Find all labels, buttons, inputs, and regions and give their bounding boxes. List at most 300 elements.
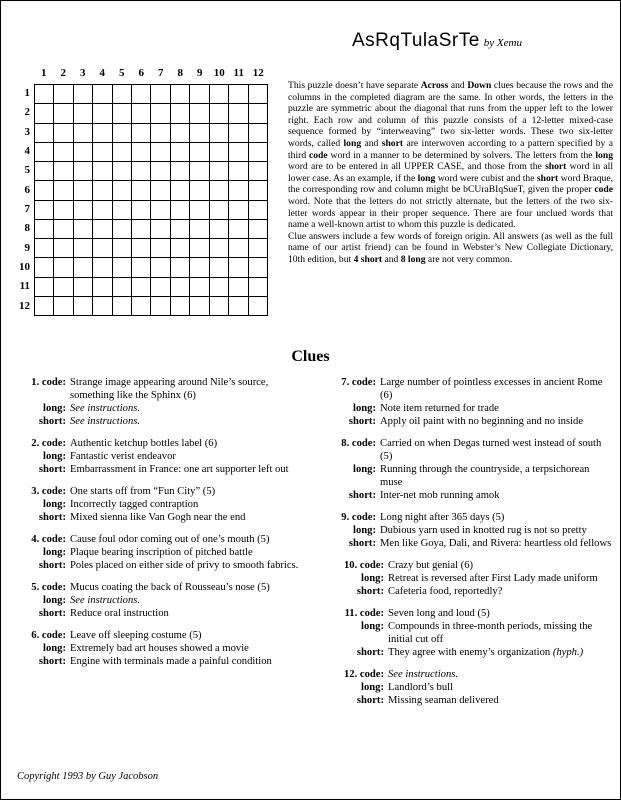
grid-cell[interactable] xyxy=(74,85,93,104)
row-number: 2 xyxy=(24,106,30,119)
grid-cell[interactable] xyxy=(35,278,54,297)
clue-short-text: Mixed sienna like Van Gogh near the end xyxy=(70,512,246,523)
grid-cell[interactable] xyxy=(229,278,248,297)
grid-cell[interactable] xyxy=(93,201,112,220)
clue-long-text: Landlord’s bull xyxy=(388,682,454,693)
clue-long-line xyxy=(14,642,304,655)
grid-cell[interactable] xyxy=(113,297,132,316)
grid-cell[interactable] xyxy=(132,220,151,239)
clue-short-label: short: xyxy=(38,512,66,523)
clue-long-text: Fantastic verist endeavor xyxy=(70,451,176,462)
clue-code-line xyxy=(318,559,614,572)
column-number: 6 xyxy=(138,67,144,79)
instruction-keyword: Across xyxy=(420,80,449,91)
grid-cell[interactable] xyxy=(113,104,132,123)
clue-long-text: See instructions. xyxy=(70,595,141,606)
clue-code-text: Carried on when Degas turned west instead of south (5) xyxy=(380,438,602,462)
grid-cell[interactable] xyxy=(171,297,190,316)
clue-short-line xyxy=(14,655,304,668)
row-number: 3 xyxy=(24,125,30,138)
clue-short-text: Cafeteria food, reportedly? xyxy=(388,586,503,597)
clue-code-label: 5. code: xyxy=(31,582,66,593)
row-number: 12 xyxy=(19,299,30,312)
clue-code-line xyxy=(318,437,614,463)
grid-cell[interactable] xyxy=(249,258,268,277)
clue-item xyxy=(14,533,304,572)
grid-cell[interactable] xyxy=(93,181,112,200)
grid-cell[interactable] xyxy=(151,278,170,297)
grid-cell[interactable] xyxy=(249,143,268,162)
grid-cell[interactable] xyxy=(151,181,170,200)
puzzle-title xyxy=(352,30,522,52)
grid-cell[interactable] xyxy=(190,278,209,297)
grid-cell[interactable] xyxy=(113,239,132,258)
clue-long-text: Dubious yarn used in knotted rug is not so pretty xyxy=(380,525,587,536)
grid-cell[interactable] xyxy=(93,220,112,239)
instruction-keyword: short xyxy=(536,172,559,184)
clue-long-label: long: xyxy=(353,403,376,414)
clue-short-text: Reduce oral instruction xyxy=(70,608,169,619)
grid-cell[interactable] xyxy=(132,104,151,123)
grid-cell[interactable] xyxy=(151,85,170,104)
clue-long-line xyxy=(318,402,614,415)
column-number: 1 xyxy=(41,67,47,79)
grid-cell[interactable] xyxy=(54,201,73,220)
copyright: Copyright 1993 by Guy Jacobson xyxy=(17,771,159,782)
grid-cell[interactable] xyxy=(74,181,93,200)
clue-hint: (hyph.) xyxy=(550,647,584,658)
clue-code-label: 11. code: xyxy=(344,608,384,619)
instruction-text: word were cubist and the xyxy=(435,172,537,184)
clue-code-line xyxy=(318,668,614,681)
grid-cell[interactable] xyxy=(54,143,73,162)
clue-long-text: Compounds in three-month periods, missing the initial cut off xyxy=(388,621,593,645)
row-number: 11 xyxy=(19,280,30,293)
grid-cell[interactable] xyxy=(249,220,268,239)
grid-cell[interactable] xyxy=(113,162,132,181)
clue-long-line xyxy=(14,450,304,463)
grid-cell[interactable] xyxy=(171,143,190,162)
clue-short-line xyxy=(318,694,614,707)
clue-code-text: Crazy but genial (6) xyxy=(388,560,474,571)
grid-cell[interactable] xyxy=(190,143,209,162)
column-number: 5 xyxy=(119,67,125,79)
grid-cell[interactable] xyxy=(113,143,132,162)
grid-cell[interactable] xyxy=(210,258,229,277)
grid-cell[interactable] xyxy=(210,278,229,297)
clue-short-text: Inter-net mob running amok xyxy=(380,490,500,501)
grid-cell[interactable] xyxy=(151,258,170,277)
grid-cell[interactable] xyxy=(171,124,190,143)
clue-short-text: Embarrassment in France: one art supporter left out xyxy=(70,464,289,475)
grid-cell[interactable] xyxy=(229,162,248,181)
clue-long-line xyxy=(318,572,614,585)
row-number: 7 xyxy=(24,202,30,215)
clue-long-line xyxy=(14,498,304,511)
instruction-text: and xyxy=(361,137,382,149)
grid-cell[interactable] xyxy=(74,220,93,239)
instructions-text xyxy=(288,80,613,266)
grid-cell[interactable] xyxy=(54,258,73,277)
grid-cell[interactable] xyxy=(249,278,268,297)
grid-cell[interactable] xyxy=(35,104,54,123)
clue-short-text: Poles placed on either side of privy to smooth fabrics. xyxy=(70,560,299,571)
row-number: 5 xyxy=(24,164,30,177)
clue-long-line xyxy=(14,546,304,559)
grid-cell[interactable] xyxy=(210,181,229,200)
grid-cell[interactable] xyxy=(132,143,151,162)
grid-cell[interactable] xyxy=(229,220,248,239)
clue-long-text: Retreat is reversed after First Lady made uniform xyxy=(388,573,598,584)
grid-cell[interactable] xyxy=(229,143,248,162)
grid-cell[interactable] xyxy=(54,85,73,104)
grid-cell[interactable] xyxy=(171,239,190,258)
grid-cell[interactable] xyxy=(190,297,209,316)
clue-short-text: Engine with terminals made a painful condition xyxy=(70,656,272,667)
grid-cell[interactable] xyxy=(190,220,209,239)
instruction-keyword: code xyxy=(309,149,328,161)
column-number: 9 xyxy=(197,67,203,79)
clue-long-label: long: xyxy=(353,525,376,536)
clue-code-label: 7. code: xyxy=(341,377,376,388)
grid-cell[interactable] xyxy=(210,85,229,104)
clue-code-line xyxy=(318,376,614,402)
grid-cell[interactable] xyxy=(190,181,209,200)
clue-short-label: short: xyxy=(356,586,384,597)
grid-cell[interactable] xyxy=(93,104,112,123)
row-number: 6 xyxy=(24,183,30,196)
clue-long-line xyxy=(318,681,614,694)
grid-cell[interactable] xyxy=(54,278,73,297)
grid-cell[interactable] xyxy=(190,258,209,277)
grid-cell[interactable] xyxy=(54,124,73,143)
grid-cell[interactable] xyxy=(210,220,229,239)
grid-cell[interactable] xyxy=(190,162,209,181)
grid-cell[interactable] xyxy=(210,124,229,143)
column-numbers xyxy=(34,67,268,81)
grid-cell[interactable] xyxy=(171,278,190,297)
clue-long-label: long: xyxy=(361,682,384,693)
clue-short-label: short: xyxy=(356,647,384,658)
grid-cell[interactable] xyxy=(54,239,73,258)
grid-cell[interactable] xyxy=(35,143,54,162)
grid-cell[interactable] xyxy=(74,124,93,143)
grid-cell[interactable] xyxy=(93,258,112,277)
instruction-keyword: long xyxy=(595,149,613,161)
grid-cell[interactable] xyxy=(249,85,268,104)
grid-cell[interactable] xyxy=(229,104,248,123)
clue-short-label: short: xyxy=(348,416,376,427)
grid-cell[interactable] xyxy=(35,162,54,181)
grid-cell[interactable] xyxy=(190,201,209,220)
grid-cell[interactable] xyxy=(171,104,190,123)
grid-cell[interactable] xyxy=(74,239,93,258)
grid-cell[interactable] xyxy=(229,297,248,316)
clue-code-text: Mucus coating the back of Rousseau’s nose (5) xyxy=(70,582,270,593)
grid-cell[interactable] xyxy=(151,143,170,162)
clue-item xyxy=(318,668,614,707)
clue-short-line xyxy=(14,463,304,476)
clue-item xyxy=(14,581,304,620)
grid-cell[interactable] xyxy=(93,162,112,181)
grid-cell[interactable] xyxy=(113,278,132,297)
grid-cell[interactable] xyxy=(151,124,170,143)
grid-cell[interactable] xyxy=(210,239,229,258)
clue-code-label: 3. code: xyxy=(31,486,66,497)
column-number: 8 xyxy=(177,67,183,79)
column-number: 7 xyxy=(158,67,164,79)
clue-long-line xyxy=(14,402,304,415)
clue-short-line xyxy=(318,415,614,428)
instruction-text: word are to be entered in all UPPER CASE, and those from the xyxy=(288,161,546,173)
row-number: 1 xyxy=(24,87,30,99)
grid-cell[interactable] xyxy=(151,201,170,220)
instruction-keyword: short xyxy=(545,161,567,173)
grid-cell[interactable] xyxy=(54,220,73,239)
grid-cell[interactable] xyxy=(54,162,73,181)
grid-cell[interactable] xyxy=(113,181,132,200)
grid-cell[interactable] xyxy=(113,85,132,104)
clue-short-line xyxy=(14,415,304,428)
clue-code-line xyxy=(14,376,304,402)
grid-cell[interactable] xyxy=(113,124,132,143)
clue-long-line xyxy=(318,524,614,537)
instruction-keyword: 8 long xyxy=(400,253,426,265)
instruction-text: and xyxy=(382,253,401,265)
grid-cell[interactable] xyxy=(74,258,93,277)
grid-cell[interactable] xyxy=(190,104,209,123)
row-number: 8 xyxy=(24,222,30,235)
grid-cell[interactable] xyxy=(249,201,268,220)
byline: by Xemu xyxy=(483,37,522,49)
grid-cell[interactable] xyxy=(113,220,132,239)
clue-short-label: short: xyxy=(38,560,66,571)
clue-long-label: long: xyxy=(361,621,384,632)
clue-long-label: long: xyxy=(43,547,66,558)
clue-short-label: short: xyxy=(38,464,66,475)
instruction-keyword: Down xyxy=(467,80,492,91)
clue-code-line xyxy=(14,437,304,450)
grid-cell[interactable] xyxy=(229,181,248,200)
grid-cell[interactable] xyxy=(151,104,170,123)
grid-cell[interactable] xyxy=(151,162,170,181)
column-number: 2 xyxy=(60,67,66,79)
clue-code-line xyxy=(318,607,614,620)
grid-cell[interactable] xyxy=(210,162,229,181)
clue-long-label: long: xyxy=(43,499,66,510)
clue-short-line xyxy=(14,559,304,572)
grid-cell[interactable] xyxy=(229,124,248,143)
grid-cell[interactable] xyxy=(171,220,190,239)
clue-short-label: short: xyxy=(356,695,384,706)
clue-code-text: Authentic ketchup bottles label (6) xyxy=(70,438,218,449)
clue-code-text: Cause foul odor coming out of one’s mouth (5) xyxy=(70,534,270,545)
clue-code-label: 1. code: xyxy=(31,377,66,388)
grid-cell[interactable] xyxy=(132,85,151,104)
grid-cell[interactable] xyxy=(74,104,93,123)
grid-cell[interactable] xyxy=(229,201,248,220)
grid-cell[interactable] xyxy=(74,143,93,162)
grid-cell[interactable] xyxy=(93,143,112,162)
grid-cell[interactable] xyxy=(74,297,93,316)
grid-cell[interactable] xyxy=(35,239,54,258)
clue-short-text: Missing seaman delivered xyxy=(388,695,499,706)
clue-item xyxy=(14,485,304,524)
grid-cell[interactable] xyxy=(249,124,268,143)
clue-short-line xyxy=(318,489,614,502)
clue-short-line xyxy=(14,607,304,620)
grid-cell[interactable] xyxy=(54,181,73,200)
clues-right-column xyxy=(318,376,614,716)
grid-cell[interactable] xyxy=(132,297,151,316)
grid-cell[interactable] xyxy=(229,239,248,258)
instruction-text: word in all lower case. As an example, if the xyxy=(288,161,613,184)
instruction-text: This puzzle doesn’t have separate xyxy=(288,80,421,91)
clue-code-text: Long night after 365 days (5) xyxy=(380,512,505,523)
clue-long-label: long: xyxy=(43,451,66,462)
grid-cell[interactable] xyxy=(229,85,248,104)
grid-cell[interactable] xyxy=(171,181,190,200)
grid-cell[interactable] xyxy=(93,297,112,316)
grid-cell[interactable] xyxy=(249,297,268,316)
grid-cell[interactable] xyxy=(132,258,151,277)
instruction-keyword: code xyxy=(594,184,613,196)
grid-cell[interactable] xyxy=(171,85,190,104)
column-number: 11 xyxy=(233,67,244,79)
grid-cell[interactable] xyxy=(74,162,93,181)
grid-cell[interactable] xyxy=(35,258,54,277)
grid-cell[interactable] xyxy=(210,297,229,316)
clue-long-line xyxy=(14,594,304,607)
grid-cell[interactable] xyxy=(210,143,229,162)
grid-cell[interactable] xyxy=(171,258,190,277)
grid-cell[interactable] xyxy=(132,278,151,297)
clue-long-label: long: xyxy=(43,403,66,414)
clue-code-text: Leave off sleeping costume (5) xyxy=(70,630,202,641)
instruction-text: and xyxy=(448,80,468,91)
grid-cell[interactable] xyxy=(93,85,112,104)
grid-cell[interactable] xyxy=(151,297,170,316)
clue-short-line xyxy=(14,511,304,524)
clue-short-label: short: xyxy=(38,416,66,427)
grid-cell[interactable] xyxy=(229,258,248,277)
instruction-text: clues because the rows and the columns in the completed diagram are the same. In other words, the letters in the puzzle are symmetric about the diagonal that runs from the upper left to the lower right. Each row and column of this puzzle consists of a 12-letter mixed-case sequence formed by “interweaving” two six-letter words. These two six-letter words, called xyxy=(288,80,613,149)
grid-cell[interactable] xyxy=(35,201,54,220)
clue-item xyxy=(14,376,304,428)
grid-cell[interactable] xyxy=(35,220,54,239)
instruction-keyword: long xyxy=(343,137,362,149)
clue-long-label: long: xyxy=(43,595,66,606)
clue-short-label: short: xyxy=(348,490,376,501)
row-numbers xyxy=(8,84,30,316)
clue-code-text: Strange image appearing around Nile’s source, something like the Sphinx (6) xyxy=(70,377,269,401)
instruction-keyword: 4 short xyxy=(353,253,383,265)
instruction-text: are not very common. xyxy=(425,253,513,265)
grid-cell[interactable] xyxy=(35,297,54,316)
grid-cell[interactable] xyxy=(74,201,93,220)
clue-code-label: 12. code: xyxy=(343,669,384,680)
row-number: 10 xyxy=(19,260,30,273)
grid-cell[interactable] xyxy=(171,162,190,181)
clue-long-line xyxy=(318,463,614,489)
grid-cell[interactable] xyxy=(74,278,93,297)
grid-cell[interactable] xyxy=(151,239,170,258)
clue-short-label: short: xyxy=(348,538,376,549)
grid-cell[interactable] xyxy=(190,124,209,143)
clue-item xyxy=(14,437,304,476)
row-number: 4 xyxy=(24,144,30,157)
clue-short-line xyxy=(318,537,614,550)
instruction-keyword: short xyxy=(381,137,404,149)
grid-cell[interactable] xyxy=(54,297,73,316)
clue-long-text: Note item returned for trade xyxy=(380,403,499,414)
instruction-text: are interwoven according to a pattern specified by a third xyxy=(288,137,613,161)
grid-cell[interactable] xyxy=(93,278,112,297)
grid-cell[interactable] xyxy=(132,162,151,181)
grid-cell[interactable] xyxy=(54,104,73,123)
clue-item xyxy=(14,629,304,668)
clue-long-text: Extremely bad art houses showed a movie xyxy=(70,643,249,654)
grid-cell[interactable] xyxy=(35,85,54,104)
column-number: 12 xyxy=(252,67,264,79)
grid-cell[interactable] xyxy=(249,104,268,123)
grid-cell[interactable] xyxy=(113,201,132,220)
instruction-text: word Braque, the corresponding row and column might be bCUraBIqSueT, given the proper xyxy=(288,172,613,196)
grid-cell[interactable] xyxy=(132,181,151,200)
grid-cell[interactable] xyxy=(93,124,112,143)
clue-long-label: long: xyxy=(43,643,66,654)
grid-cell[interactable] xyxy=(171,201,190,220)
grid-cell[interactable] xyxy=(113,258,132,277)
grid-cell[interactable] xyxy=(249,181,268,200)
grid-cell[interactable] xyxy=(35,181,54,200)
grid-cell[interactable] xyxy=(132,201,151,220)
column-number: 3 xyxy=(80,67,86,79)
grid-cell[interactable] xyxy=(210,104,229,123)
grid-cell[interactable] xyxy=(132,124,151,143)
column-number: 4 xyxy=(99,67,105,79)
clue-item xyxy=(318,511,614,550)
grid-cell[interactable] xyxy=(190,239,209,258)
grid-cell[interactable] xyxy=(93,239,112,258)
grid-cell[interactable] xyxy=(249,162,268,181)
clue-short-text: See instructions. xyxy=(70,416,141,427)
grid-cell[interactable] xyxy=(132,239,151,258)
column-number: 10 xyxy=(213,67,225,79)
instruction-text: word in a manner to be determined by solvers. The letters from the xyxy=(327,149,596,161)
clue-long-label: long: xyxy=(361,573,384,584)
clue-code-label: 6. code: xyxy=(31,630,66,641)
clue-code-label: 9. code: xyxy=(341,512,376,523)
clue-long-text: See instructions. xyxy=(70,403,141,414)
clue-short-text: Men like Goya, Dali, and Rivera: heartless old fellows xyxy=(380,538,612,549)
instruction-text: Clue answers include a few words of foreign origin. All answers (as well as the full name of our artist friend) can be found in Webster’s New Collegiate Dictionary, 10th edition, but xyxy=(288,230,613,265)
clue-code-text: See instructions. xyxy=(388,669,459,680)
grid-cell[interactable] xyxy=(190,85,209,104)
clue-item xyxy=(318,376,614,428)
clue-code-label: 2. code: xyxy=(31,438,66,449)
grid-cell[interactable] xyxy=(35,124,54,143)
grid-cell[interactable] xyxy=(151,220,170,239)
puzzle-grid xyxy=(34,84,268,316)
clue-code-label: 10. code: xyxy=(343,560,384,571)
clue-long-text: Incorrectly tagged contraption xyxy=(70,499,199,510)
clue-code-line xyxy=(318,511,614,524)
clue-short-label: short: xyxy=(38,656,66,667)
clue-code-line xyxy=(14,485,304,498)
grid-cell[interactable] xyxy=(210,201,229,220)
grid-cell[interactable] xyxy=(249,239,268,258)
